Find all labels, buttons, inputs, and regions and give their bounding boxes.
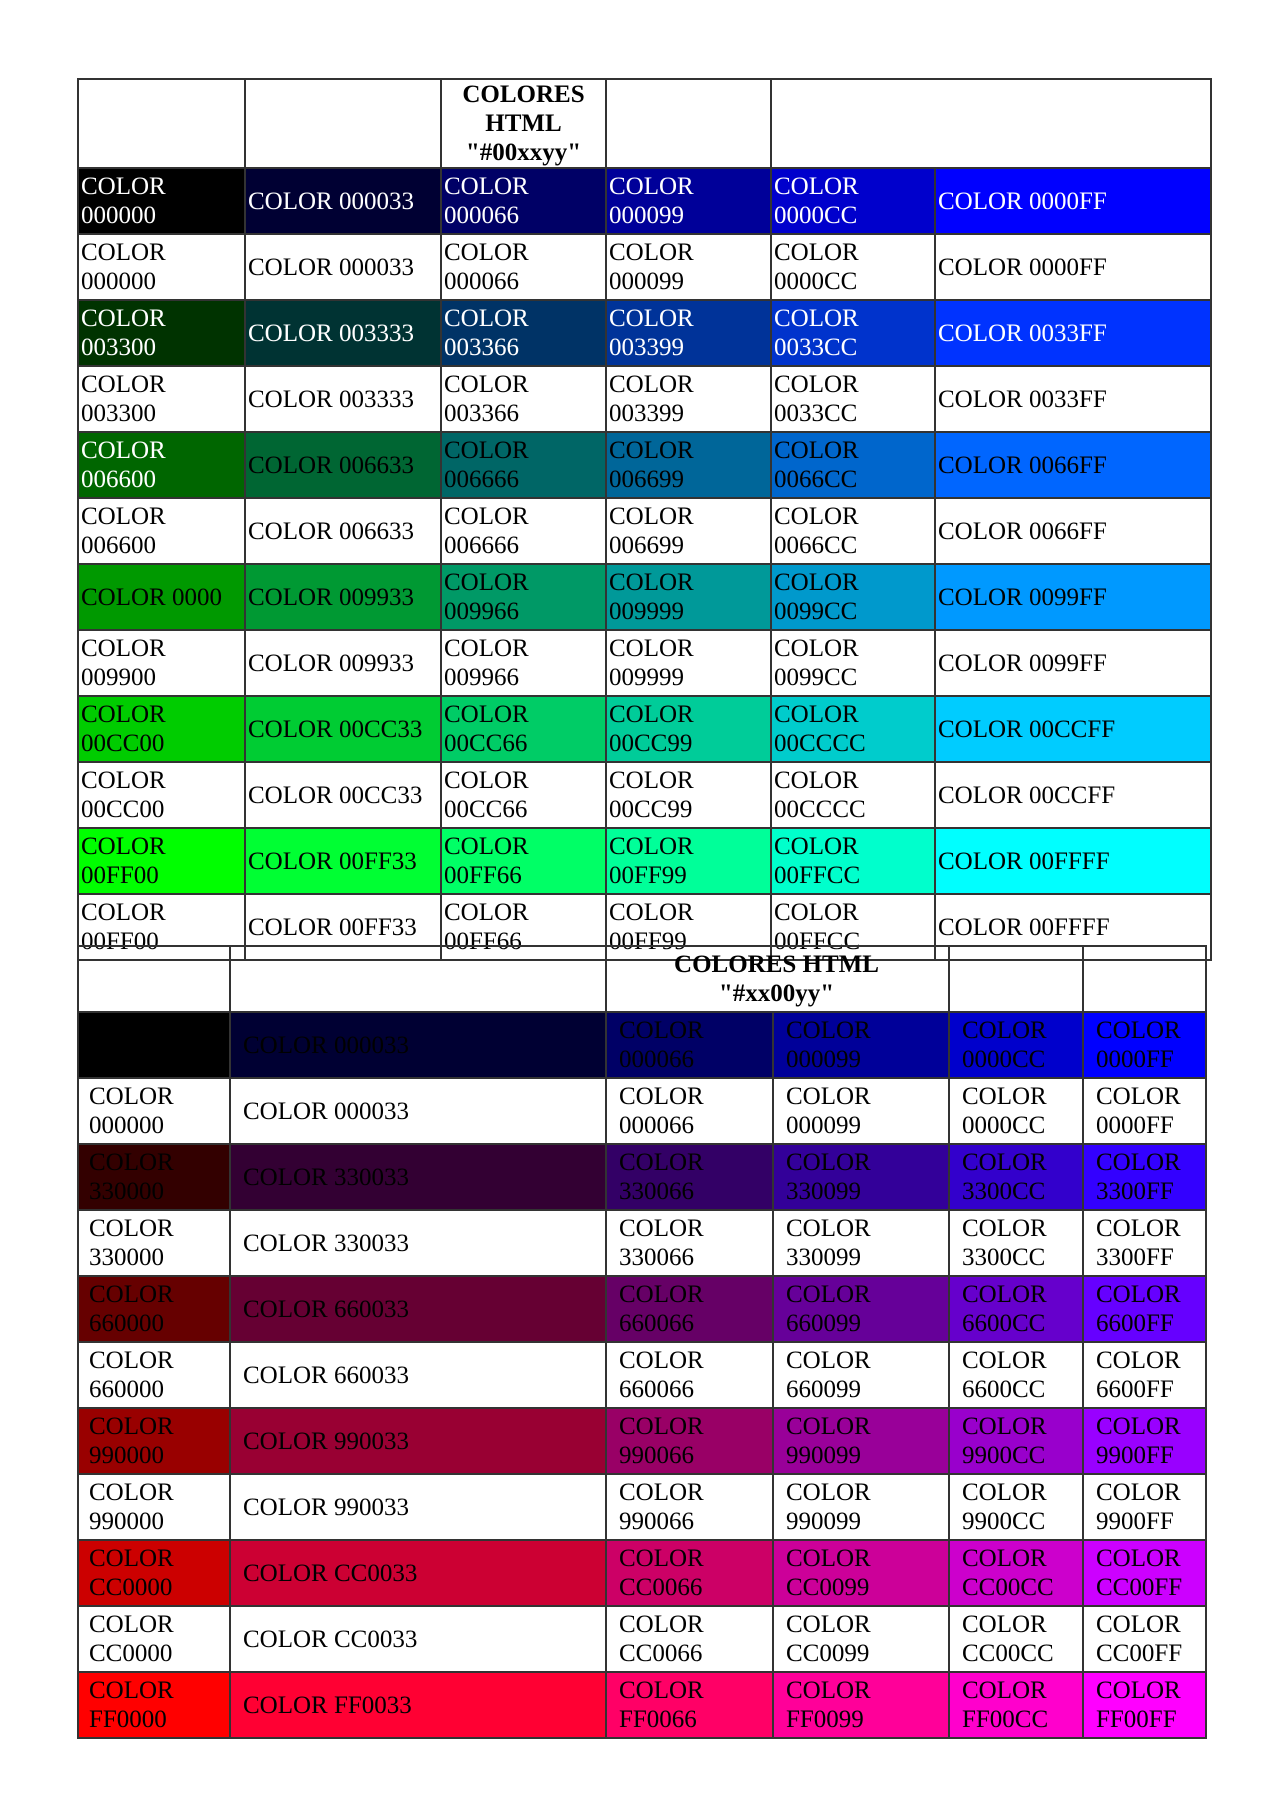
header-cell-empty [245,79,441,168]
table-title [441,79,606,168]
color-swatch-cell [78,1012,230,1078]
color-label-cell: COLOR CC00CC [949,1606,1083,1672]
color-label-cell: COLOR 330099 [773,1210,949,1276]
color-swatch-cell: COLOR 000000 [78,168,245,234]
color-swatch-cell: COLOR 0000CC [949,1012,1083,1078]
color-swatch-row [78,1144,1206,1210]
color-label-cell: COLOR 330000 [78,1210,230,1276]
color-label-cell: COLOR 0000CC [771,234,935,300]
color-label-cell: COLOR 006699 [606,498,771,564]
color-swatch-row [78,300,1211,366]
color-label-row [78,1474,1206,1540]
color-label-cell: COLOR 00CCFF [935,762,1211,828]
color-swatch-cell: COLOR 00FF66 [441,828,606,894]
color-swatch-cell: COLOR 00FF99 [606,828,771,894]
color-swatch-row [78,168,1211,234]
color-label-cell: COLOR 003399 [606,366,771,432]
color-swatch-cell: COLOR 330000 [78,1144,230,1210]
color-label-row [78,1210,1206,1276]
color-swatch-cell: COLOR FF0066 [606,1672,773,1738]
color-swatch-cell: COLOR 000099 [773,1012,949,1078]
table-title-line: COLORES HTML [462,81,585,137]
color-swatch-cell: COLOR 00CC66 [441,696,606,762]
color-table-xx00yy [77,945,1207,1739]
color-swatch-cell: COLOR 0000FF [1083,1012,1206,1078]
color-label-cell: COLOR 006600 [78,498,245,564]
color-label-row [78,366,1211,432]
color-swatch-cell: COLOR 000033 [230,1012,606,1078]
color-swatch-cell: COLOR 660099 [773,1276,949,1342]
color-swatch-cell: COLOR 3300FF [1083,1144,1206,1210]
color-label-cell: COLOR 0000FF [935,234,1211,300]
color-label-cell: COLOR 0033CC [771,366,935,432]
color-swatch-cell: COLOR 990033 [230,1408,606,1474]
color-label-cell: COLOR 009999 [606,630,771,696]
color-swatch-cell: COLOR 660033 [230,1276,606,1342]
color-swatch-cell: COLOR 00CCFF [935,696,1211,762]
table-header-row [78,946,1206,1012]
color-label-cell: COLOR 660099 [773,1342,949,1408]
color-swatch-cell: COLOR 00FFCC [771,828,935,894]
color-swatch-cell: COLOR 0066CC [771,432,935,498]
color-label-cell: COLOR 0000FF [1083,1078,1206,1144]
table-header-row [78,79,1211,168]
color-swatch-cell: COLOR 00FF00 [78,828,245,894]
color-label-cell: COLOR 000000 [78,234,245,300]
color-label-cell: COLOR 0033FF [935,366,1211,432]
color-swatch-cell: COLOR 003333 [245,300,441,366]
color-label-cell: COLOR 660033 [230,1342,606,1408]
color-swatch-cell: COLOR 000099 [606,168,771,234]
color-swatch-cell: COLOR 009933 [245,564,441,630]
color-label-cell: COLOR CC00FF [1083,1606,1206,1672]
color-label-cell: COLOR 00CC00 [78,762,245,828]
color-label-cell: COLOR 9900FF [1083,1474,1206,1540]
color-table-00xxyy [77,78,1212,961]
color-swatch-cell: COLOR 00CC33 [245,696,441,762]
color-swatch-cell: COLOR 0033FF [935,300,1211,366]
color-swatch-cell: COLOR 9900FF [1083,1408,1206,1474]
color-swatch-cell: COLOR FF0099 [773,1672,949,1738]
header-cell-empty [949,946,1083,1012]
color-swatch-cell: COLOR FF00FF [1083,1672,1206,1738]
color-label-cell: COLOR CC0099 [773,1606,949,1672]
color-swatch-cell: COLOR 990099 [773,1408,949,1474]
color-swatch-cell: COLOR 006600 [78,432,245,498]
color-label-cell: COLOR CC0000 [78,1606,230,1672]
color-label-cell: COLOR 6600CC [949,1342,1083,1408]
color-label-cell: COLOR 00CC33 [245,762,441,828]
color-swatch-cell: COLOR 00FFFF [935,828,1211,894]
table-title [606,946,949,1012]
color-label-cell: COLOR 00CC66 [441,762,606,828]
color-label-cell: COLOR 0099FF [935,630,1211,696]
color-swatch-cell: COLOR 000033 [245,168,441,234]
color-swatch-cell: COLOR 6600FF [1083,1276,1206,1342]
color-label-cell: COLOR 00FF33 [245,894,441,960]
color-swatch-cell: COLOR 9900CC [949,1408,1083,1474]
color-label-row [78,630,1211,696]
color-swatch-cell: COLOR 990066 [606,1408,773,1474]
color-swatch-cell: COLOR 0000 [78,564,245,630]
color-swatch-cell: COLOR 990000 [78,1408,230,1474]
color-swatch-cell: COLOR 0099CC [771,564,935,630]
color-label-row [78,234,1211,300]
color-label-cell: COLOR 000099 [773,1078,949,1144]
color-label-cell: COLOR 000099 [606,234,771,300]
color-label-cell: COLOR 990066 [606,1474,773,1540]
color-swatch-cell: COLOR 660066 [606,1276,773,1342]
color-swatch-cell: COLOR 00CCCC [771,696,935,762]
color-label-cell: COLOR 0099CC [771,630,935,696]
color-label-cell: COLOR 00CC99 [606,762,771,828]
color-swatch-cell: COLOR 0099FF [935,564,1211,630]
header-cell-empty [1083,946,1206,1012]
color-swatch-cell: COLOR FF00CC [949,1672,1083,1738]
color-swatch-cell: COLOR CC0099 [773,1540,949,1606]
color-swatch-cell: COLOR 0066FF [935,432,1211,498]
color-label-cell: COLOR 00FFFF [935,894,1211,960]
color-swatch-row [78,696,1211,762]
color-swatch-row [78,1012,1206,1078]
color-label-cell: COLOR 009966 [441,630,606,696]
color-label-cell: COLOR 006633 [245,498,441,564]
color-swatch-cell: COLOR 0000FF [935,168,1211,234]
color-label-cell: COLOR 330033 [230,1210,606,1276]
color-swatch-cell: COLOR 330066 [606,1144,773,1210]
color-swatch-row [78,1540,1206,1606]
color-swatch-cell: COLOR 6600CC [949,1276,1083,1342]
color-label-row [78,762,1211,828]
color-label-cell: COLOR 00FF66 [441,894,606,960]
color-swatch-cell: COLOR 003300 [78,300,245,366]
color-label-cell: COLOR 6600FF [1083,1342,1206,1408]
color-label-cell: COLOR 990099 [773,1474,949,1540]
color-label-cell: COLOR 660000 [78,1342,230,1408]
header-cell-empty [78,79,245,168]
color-swatch-cell: COLOR 006699 [606,432,771,498]
color-swatch-cell: COLOR 009999 [606,564,771,630]
color-swatch-cell: COLOR 330033 [230,1144,606,1210]
color-label-cell: COLOR 0000CC [949,1078,1083,1144]
header-cell-empty [78,946,230,1012]
color-label-cell: COLOR 330066 [606,1210,773,1276]
color-label-cell: COLOR 009933 [245,630,441,696]
color-swatch-cell: COLOR 009966 [441,564,606,630]
color-label-cell: COLOR 3300CC [949,1210,1083,1276]
color-label-cell: COLOR 990033 [230,1474,606,1540]
color-label-cell: COLOR CC0033 [230,1606,606,1672]
color-swatch-cell: COLOR CC0000 [78,1540,230,1606]
table-title-line: COLORES HTML [674,951,879,978]
color-swatch-row [78,828,1211,894]
color-swatch-cell: COLOR 006666 [441,432,606,498]
color-swatch-cell: COLOR 3300CC [949,1144,1083,1210]
color-label-cell: COLOR 000033 [245,234,441,300]
color-label-cell: COLOR 000066 [441,234,606,300]
color-label-cell: COLOR 003366 [441,366,606,432]
color-label-cell: COLOR 660066 [606,1342,773,1408]
color-label-cell: COLOR 00CCCC [771,762,935,828]
color-swatch-cell: COLOR 003366 [441,300,606,366]
color-swatch-cell: COLOR FF0000 [78,1672,230,1738]
color-label-row [78,1342,1206,1408]
color-swatch-cell: COLOR 00CC00 [78,696,245,762]
color-swatch-cell: COLOR 003399 [606,300,771,366]
color-swatch-cell: COLOR FF0033 [230,1672,606,1738]
table-title-line: "#00xxyy" [465,139,582,166]
color-swatch-cell: COLOR 000066 [606,1012,773,1078]
color-label-cell: COLOR 000033 [230,1078,606,1144]
color-label-cell: COLOR 00FF00 [78,894,245,960]
color-label-cell: COLOR 003300 [78,366,245,432]
color-swatch-cell: COLOR CC00CC [949,1540,1083,1606]
color-label-cell: COLOR 990000 [78,1474,230,1540]
header-cell-empty [771,79,1211,168]
color-swatch-cell: COLOR CC0033 [230,1540,606,1606]
color-swatch-cell: COLOR 330099 [773,1144,949,1210]
color-label-cell: COLOR 0066FF [935,498,1211,564]
color-label-cell: COLOR 00FF99 [606,894,771,960]
header-cell-empty [230,946,606,1012]
color-label-cell: COLOR 000000 [78,1078,230,1144]
color-swatch-cell: COLOR 00CC99 [606,696,771,762]
color-label-cell: COLOR 006666 [441,498,606,564]
color-label-cell: COLOR 3300FF [1083,1210,1206,1276]
header-cell-empty [606,79,771,168]
color-swatch-cell: COLOR 660000 [78,1276,230,1342]
color-swatch-cell: COLOR 00FF33 [245,828,441,894]
color-label-cell: COLOR CC0066 [606,1606,773,1672]
color-swatch-cell: COLOR 006633 [245,432,441,498]
color-swatch-cell: COLOR 0033CC [771,300,935,366]
color-label-cell: COLOR 003333 [245,366,441,432]
table-title-line: "#xx00yy" [718,980,835,1007]
color-swatch-row [78,432,1211,498]
color-swatch-cell: COLOR CC00FF [1083,1540,1206,1606]
color-label-row [78,498,1211,564]
color-label-cell: COLOR 00FFCC [771,894,935,960]
color-label-cell: COLOR 009900 [78,630,245,696]
color-swatch-cell: COLOR 0000CC [771,168,935,234]
color-swatch-row [78,1408,1206,1474]
color-label-cell: COLOR 000066 [606,1078,773,1144]
color-label-row [78,1606,1206,1672]
color-label-cell: COLOR 9900CC [949,1474,1083,1540]
color-swatch-cell: COLOR CC0066 [606,1540,773,1606]
color-label-row [78,1078,1206,1144]
color-swatch-row [78,1276,1206,1342]
color-label-cell: COLOR 0066CC [771,498,935,564]
color-swatch-row [78,564,1211,630]
color-swatch-row [78,1672,1206,1738]
color-swatch-cell: COLOR 000066 [441,168,606,234]
